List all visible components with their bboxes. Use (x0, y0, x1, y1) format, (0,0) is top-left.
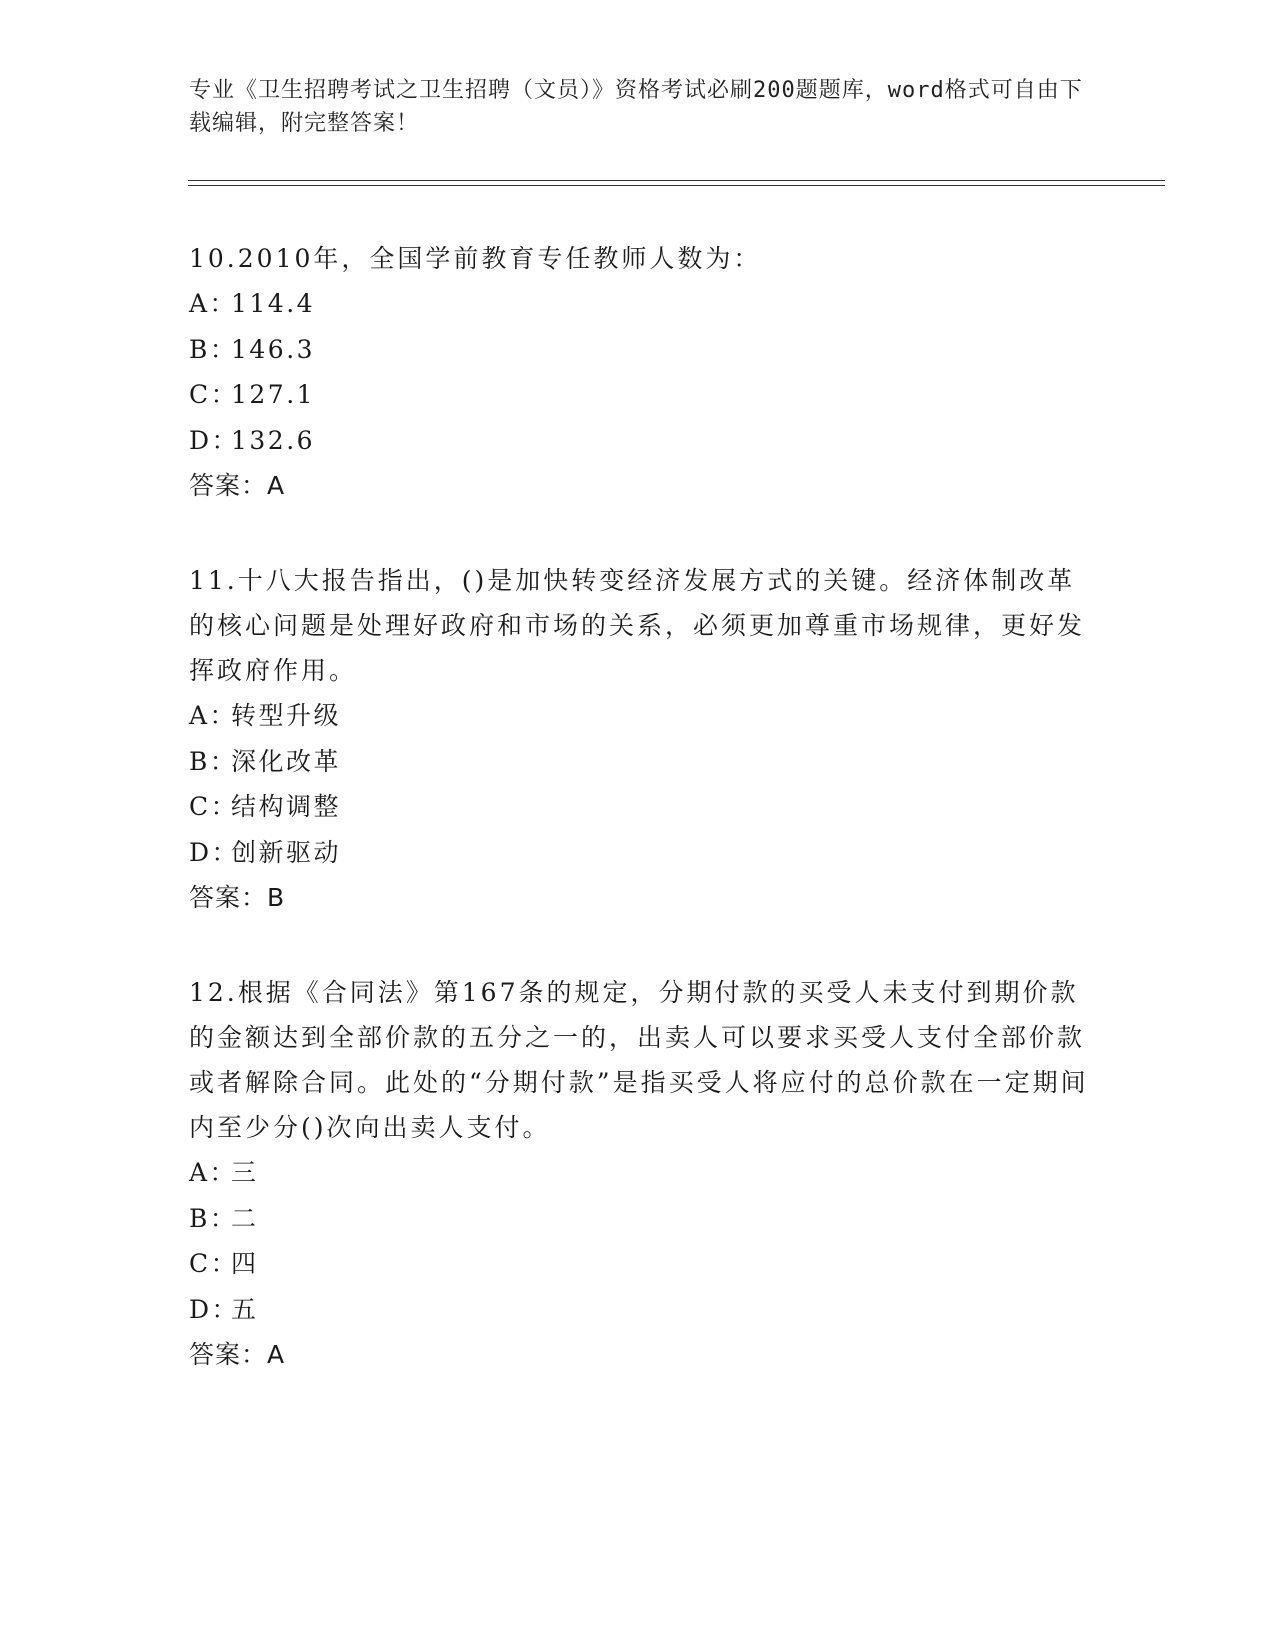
option-a (189, 693, 1089, 739)
option-c (189, 372, 1089, 418)
option-a (189, 281, 1089, 327)
option-d (189, 418, 1089, 464)
question-stem: 10.2010年，全国学前教育专任教师人数为： (189, 244, 762, 273)
question-11 (189, 558, 1089, 920)
option-key: B： (189, 334, 238, 364)
option-c (189, 1241, 1089, 1287)
option-c (189, 784, 1089, 830)
option-text: 五 (231, 1294, 259, 1324)
option-key: D： (189, 837, 240, 867)
option-key: B： (189, 1203, 238, 1233)
header-divider-top (188, 180, 1165, 181)
option-key: A： (189, 289, 238, 318)
option-key: C： (189, 380, 239, 409)
document-header: 专业《卫生招聘考试之卫生招聘（文员）》资格考试必刷200题题库，word格式可自由下载编辑，附完整答案！ (189, 78, 1083, 136)
option-text: 127.1 (231, 380, 316, 409)
option-key: A： (189, 1158, 238, 1187)
option-text: 二 (231, 1203, 259, 1233)
option-text: 深化改革 (231, 746, 342, 776)
option-b (189, 739, 1089, 785)
option-text: 三 (231, 1158, 259, 1187)
option-a (189, 1150, 1089, 1196)
option-text: 结构调整 (231, 792, 342, 821)
option-key: D： (189, 425, 240, 455)
option-text: 转型升级 (231, 701, 342, 730)
answer-line: 答案：A (189, 471, 286, 500)
option-key: C： (189, 792, 239, 821)
option-b (189, 1196, 1089, 1242)
option-text: 114.4 (231, 289, 316, 318)
option-text: 132.6 (231, 425, 316, 455)
option-d (189, 830, 1089, 876)
option-text: 四 (231, 1249, 259, 1278)
question-10 (189, 236, 1089, 508)
option-b (189, 327, 1089, 373)
question-stem: 11.十八大报告指出，()是加快转变经济发展方式的关键。经济体制改革的核心问题是处理好政府和市场的关系，必须更加尊重市场规律，更好发挥政府作用。 (189, 566, 1086, 685)
option-text: 146.3 (231, 334, 316, 364)
option-d (189, 1287, 1089, 1333)
option-key: D： (189, 1294, 240, 1324)
option-key: B： (189, 746, 238, 776)
answer-line: 答案：A (189, 1340, 286, 1369)
header-divider-bottom (188, 185, 1165, 186)
option-key: C： (189, 1249, 239, 1278)
option-key: A： (189, 701, 238, 730)
question-stem: 12.根据《合同法》第167条的规定，分期付款的买受人未支付到期价款的金额达到全部价款的五分之一的，出卖人可以要求买受人支付全部价款或者解除合同。此处的“分期付款”是指买受人将应付的总价款在一定期间内至少分()次向出卖人支付。 (189, 978, 1089, 1142)
answer-line: 答案：B (189, 883, 286, 912)
option-text: 创新驱动 (231, 837, 342, 867)
question-12 (189, 970, 1089, 1377)
